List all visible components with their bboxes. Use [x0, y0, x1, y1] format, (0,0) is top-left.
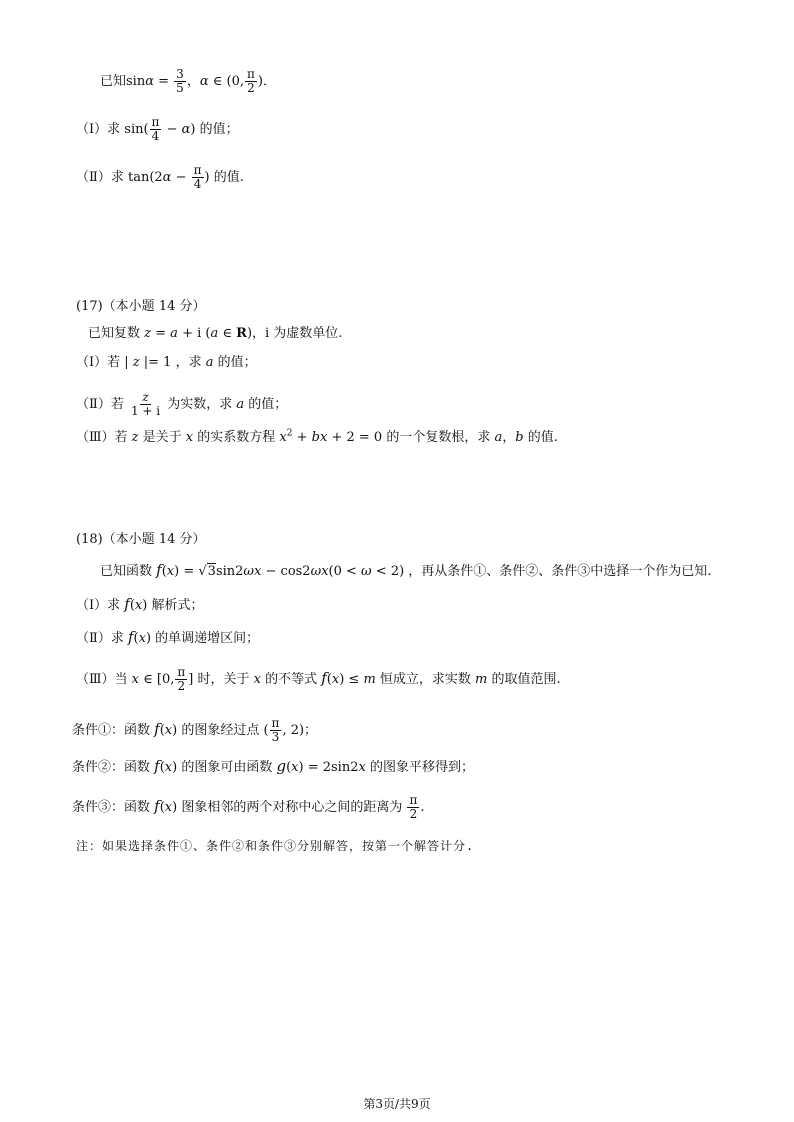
- variable: m: [363, 672, 376, 687]
- q18-condition-1: [72, 717, 317, 744]
- text: ) = 2sin2: [298, 760, 359, 775]
- text: (0 <: [328, 564, 362, 579]
- variable: x: [164, 723, 173, 738]
- q17-header: (17)（本小题 14 分）: [76, 299, 206, 314]
- text: 为实数，求: [163, 397, 237, 412]
- variable: x: [164, 760, 173, 775]
- variable: α: [162, 170, 172, 185]
- text: (: [159, 760, 165, 775]
- text: ) ≤: [339, 672, 364, 687]
- text: + 2 = 0 的一个复数根，求: [327, 430, 495, 445]
- text: ∈: [218, 326, 237, 341]
- q17-given: [88, 324, 342, 344]
- q18-given: [100, 560, 711, 582]
- text: 已知: [100, 74, 127, 89]
- radicand: 3: [207, 564, 216, 579]
- numerator: π: [271, 716, 280, 730]
- fraction: [175, 666, 187, 693]
- function-name: f: [154, 797, 160, 815]
- function-name: g: [276, 757, 287, 775]
- numerator: z: [142, 390, 149, 404]
- fraction: [245, 68, 257, 95]
- q18-condition-3: [72, 794, 425, 821]
- variable: x: [291, 760, 299, 775]
- text: =: [154, 74, 174, 89]
- text: ) 的单调递增区间；: [145, 631, 260, 646]
- variable: ω: [243, 564, 255, 579]
- q18-condition-2: [72, 756, 474, 778]
- variable: x: [131, 672, 140, 687]
- text: ，: [502, 430, 516, 445]
- text: ∈ (0,: [208, 74, 244, 89]
- text: +: [292, 430, 312, 445]
- text: ，: [186, 74, 200, 89]
- variable: α: [199, 74, 209, 89]
- text: 的实系数方程: [193, 430, 280, 445]
- text: ) =: [174, 564, 199, 579]
- text: 条件①：函数: [72, 723, 155, 738]
- variable: x: [319, 430, 328, 445]
- variable: ω: [361, 564, 372, 579]
- variable: x: [134, 598, 143, 613]
- text: − cos2: [261, 564, 311, 579]
- text: ] 时，关于: [188, 672, 254, 687]
- variable: a: [170, 326, 178, 341]
- q17-part2: [76, 391, 287, 418]
- text: 恒成立，求实数: [375, 672, 476, 687]
- real-set-symbol: R: [236, 326, 247, 341]
- variable: m: [475, 672, 488, 687]
- text: (: [326, 672, 332, 687]
- denominator: 5: [176, 81, 184, 95]
- variable: x: [166, 564, 175, 579]
- numerator: 3: [176, 67, 184, 81]
- text: （Ⅲ）若: [76, 430, 132, 445]
- text: 的值；: [244, 397, 288, 412]
- text: )，i 为虚数单位.: [246, 326, 343, 341]
- q16-part2: [76, 164, 244, 191]
- text: ) 图象相邻的两个对称中心之间的距离为: [172, 800, 407, 815]
- text: 条件③：函数: [72, 800, 155, 815]
- text: ) 解析式；: [142, 598, 204, 613]
- denominator: 3: [271, 730, 280, 744]
- variable: x: [279, 430, 287, 445]
- text: ) 的值.: [204, 170, 244, 185]
- q18-part1: [76, 594, 203, 616]
- text: 的不等式: [260, 672, 322, 687]
- text: 的值.: [523, 430, 558, 445]
- q16-given: [100, 68, 276, 95]
- text: =: [151, 326, 171, 341]
- fraction: [129, 391, 162, 418]
- denominator: 4: [193, 177, 202, 191]
- text: ∈ [0,: [139, 672, 175, 687]
- variable: a: [236, 397, 245, 412]
- variable: x: [321, 564, 329, 579]
- variable: ω: [310, 564, 322, 579]
- variable: z: [132, 355, 140, 370]
- text: 已知函数: [100, 564, 157, 579]
- denominator: 2: [247, 81, 255, 95]
- variable: x: [331, 672, 340, 687]
- q17-part3: [76, 428, 558, 448]
- variable: z: [131, 430, 139, 445]
- numerator: π: [193, 163, 202, 177]
- function-name: f: [321, 669, 327, 687]
- numerator: π: [246, 67, 255, 81]
- text: 是关于: [138, 430, 186, 445]
- variable: x: [185, 430, 194, 445]
- text: (: [159, 800, 165, 815]
- fraction: [407, 794, 419, 821]
- denominator: 4: [151, 129, 160, 143]
- text: sin2: [215, 564, 244, 579]
- variable: a: [205, 355, 214, 370]
- text: , 2)；: [282, 723, 318, 738]
- variable: x: [164, 800, 173, 815]
- q18-part2: [76, 627, 259, 649]
- text: (: [286, 760, 292, 775]
- q18-header: (18)（本小题 14 分）: [76, 532, 206, 547]
- text: 的图象平移得到；: [365, 760, 474, 775]
- variable: b: [311, 430, 320, 445]
- text: （Ⅰ）求: [76, 598, 125, 613]
- text: sin: [126, 74, 146, 89]
- variable: x: [138, 631, 146, 646]
- text: −: [162, 122, 182, 137]
- text: 的取值范围.: [487, 672, 561, 687]
- q17-part1: [76, 353, 257, 373]
- numerator: π: [151, 115, 160, 129]
- fraction: [150, 116, 162, 143]
- numerator: π: [177, 665, 186, 679]
- function-name: f: [127, 628, 134, 646]
- variable: a: [494, 430, 503, 445]
- text: （Ⅱ）求: [76, 631, 128, 646]
- function-name: f: [154, 757, 160, 775]
- text: ) 的图象经过点 (: [172, 723, 269, 738]
- variable: α: [181, 122, 191, 137]
- text: （Ⅰ）若 |: [76, 355, 133, 370]
- variable: z: [144, 326, 151, 341]
- numerator: π: [409, 793, 418, 807]
- function-name: f: [156, 561, 162, 579]
- sqrt-symbol: √: [198, 564, 207, 579]
- q16-part1: [76, 116, 239, 143]
- text: （Ⅰ）求 sin(: [76, 122, 149, 137]
- fraction: [192, 164, 204, 191]
- text: )．: [257, 74, 276, 89]
- denominator: 2: [177, 679, 186, 693]
- variable: x: [358, 760, 366, 775]
- page-number: 第3页/共9页: [363, 1097, 431, 1111]
- text: (: [133, 631, 139, 646]
- text: 的值；: [213, 355, 257, 370]
- text: |= 1 ，求: [139, 355, 206, 370]
- text: 已知复数: [88, 326, 145, 341]
- text: ) 的值；: [190, 122, 239, 137]
- exponent: 2: [286, 428, 293, 439]
- denominator: 1 + i: [130, 404, 161, 418]
- text: 条件②：函数: [72, 760, 155, 775]
- variable: x: [253, 672, 261, 687]
- text: （Ⅱ）求 tan(2: [76, 170, 163, 185]
- denominator: 2: [409, 807, 418, 821]
- function-name: f: [124, 595, 130, 613]
- fraction: [270, 717, 282, 744]
- variable: α: [145, 74, 154, 89]
- text: −: [171, 170, 191, 185]
- text: ) 的图象可由函数: [172, 760, 277, 775]
- variable: x: [254, 564, 262, 579]
- text: .: [420, 800, 425, 815]
- text: (: [159, 723, 165, 738]
- text: (: [161, 564, 167, 579]
- q18-note: 注：如果选择条件①、条件②和条件③分别解答，按第一个解答计分.: [76, 839, 475, 853]
- variable: a: [210, 326, 219, 341]
- text: （Ⅱ）若: [76, 397, 128, 412]
- text: < 2) ，再从条件①、条件②、条件③中选择一个作为已知.: [371, 564, 712, 579]
- text: (: [129, 598, 135, 613]
- q18-part3: [76, 666, 561, 693]
- function-name: f: [154, 720, 160, 738]
- variable: b: [515, 430, 524, 445]
- fraction: [174, 68, 186, 95]
- text: （Ⅲ）当: [76, 672, 132, 687]
- text: + i (: [177, 326, 211, 341]
